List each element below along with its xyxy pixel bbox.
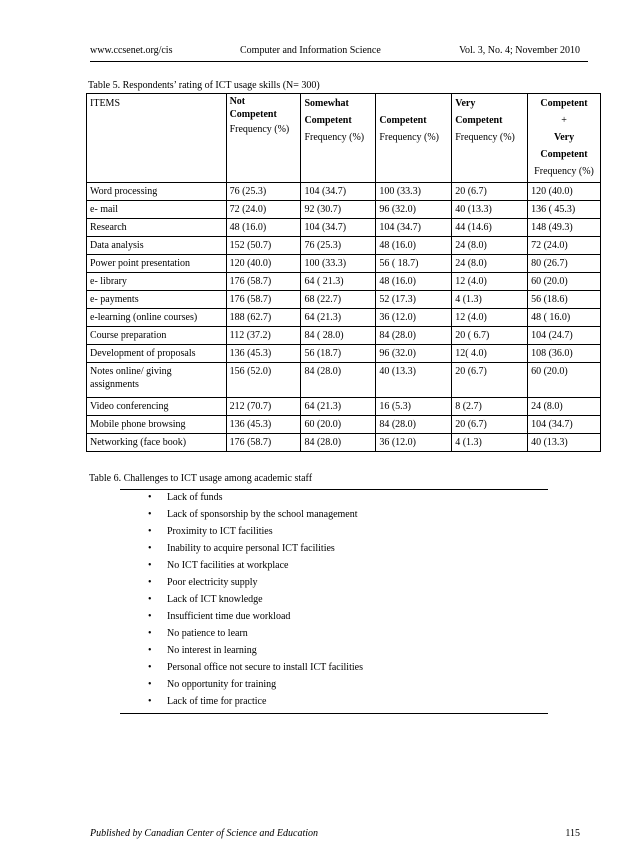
table5-header-row bbox=[87, 94, 601, 183]
row-frequency-cell: 92 (30.7) bbox=[301, 201, 376, 219]
row-frequency-cell: 76 (25.3) bbox=[301, 237, 376, 255]
bullet-icon: • bbox=[148, 645, 152, 656]
challenge-text: Lack of sponsorship by the school management bbox=[167, 509, 358, 520]
list-item bbox=[148, 489, 363, 506]
table-row bbox=[87, 255, 601, 273]
row-frequency-cell: 44 (14.6) bbox=[452, 219, 528, 237]
row-frequency-cell: 104 (24.7) bbox=[528, 327, 601, 345]
table-row bbox=[87, 309, 601, 327]
row-item-label: Notes online/ giving assignments bbox=[87, 363, 227, 398]
row-item-label: Development of proposals bbox=[87, 345, 227, 363]
list-item bbox=[148, 506, 363, 523]
table-row bbox=[87, 398, 601, 416]
row-frequency-cell: 84 (28.0) bbox=[301, 363, 376, 398]
header-items: ITEMS bbox=[87, 94, 227, 183]
row-frequency-cell: 48 (16.0) bbox=[376, 237, 452, 255]
row-frequency-cell: 84 ( 28.0) bbox=[301, 327, 376, 345]
row-frequency-cell: 40 (13.3) bbox=[376, 363, 452, 398]
row-frequency-cell: 20 (6.7) bbox=[452, 416, 528, 434]
row-frequency-cell: 84 (28.0) bbox=[376, 416, 452, 434]
row-frequency-cell: 8 (2.7) bbox=[452, 398, 528, 416]
table5-caption: Table 5. Respondents’ rating of ICT usage skills (N= 300) bbox=[88, 80, 320, 91]
table6-bottom-rule bbox=[120, 713, 548, 714]
row-frequency-cell: 60 (20.0) bbox=[528, 273, 601, 291]
challenge-text: No opportunity for training bbox=[167, 679, 277, 690]
list-item bbox=[148, 608, 363, 625]
row-frequency-cell: 56 (18.6) bbox=[528, 291, 601, 309]
row-item-label: Word processing bbox=[87, 183, 227, 201]
row-frequency-cell: 12( 4.0) bbox=[452, 345, 528, 363]
row-frequency-cell: 48 ( 16.0) bbox=[528, 309, 601, 327]
row-frequency-cell: 20 ( 6.7) bbox=[452, 327, 528, 345]
row-frequency-cell: 188 (62.7) bbox=[226, 309, 301, 327]
row-frequency-cell: 4 (1.3) bbox=[452, 434, 528, 452]
row-frequency-cell: 100 (33.3) bbox=[376, 183, 452, 201]
row-frequency-cell: 176 (58.7) bbox=[226, 273, 301, 291]
table5 bbox=[86, 93, 601, 452]
row-frequency-cell: 104 (34.7) bbox=[301, 183, 376, 201]
row-frequency-cell: 72 (24.0) bbox=[528, 237, 601, 255]
table-row bbox=[87, 345, 601, 363]
row-frequency-cell: 120 (40.0) bbox=[528, 183, 601, 201]
challenge-text: No ICT facilities at workplace bbox=[167, 560, 289, 571]
header-somewhat-competent: Somewhat Competent Frequency (%) bbox=[301, 94, 376, 183]
challenge-text: Proximity to ICT facilities bbox=[167, 526, 273, 537]
challenge-text: Poor electricity supply bbox=[167, 577, 258, 588]
list-item bbox=[148, 642, 363, 659]
challenge-text: Lack of time for practice bbox=[167, 696, 267, 707]
table-row bbox=[87, 327, 601, 345]
table-row bbox=[87, 201, 601, 219]
row-frequency-cell: 212 (70.7) bbox=[226, 398, 301, 416]
journal-website: www.ccsenet.org/cis bbox=[90, 45, 173, 56]
row-frequency-cell: 52 (17.3) bbox=[376, 291, 452, 309]
row-frequency-cell: 40 (13.3) bbox=[528, 434, 601, 452]
row-frequency-cell: 60 (20.0) bbox=[528, 363, 601, 398]
journal-name: Computer and Information Science bbox=[240, 45, 381, 56]
row-frequency-cell: 48 (16.0) bbox=[376, 273, 452, 291]
running-header bbox=[90, 45, 588, 62]
row-item-label: Course preparation bbox=[87, 327, 227, 345]
table-row bbox=[87, 183, 601, 201]
row-frequency-cell: 24 (8.0) bbox=[452, 237, 528, 255]
bullet-icon: • bbox=[148, 577, 152, 588]
header-not-competent: Not Competent Frequency (%) bbox=[226, 94, 301, 183]
row-frequency-cell: 104 (34.7) bbox=[301, 219, 376, 237]
row-frequency-cell: 24 (8.0) bbox=[528, 398, 601, 416]
table-row bbox=[87, 219, 601, 237]
list-item bbox=[148, 540, 363, 557]
bullet-icon: • bbox=[148, 492, 152, 503]
row-item-label: Networking (face book) bbox=[87, 434, 227, 452]
list-item bbox=[148, 625, 363, 642]
row-frequency-cell: 112 (37.2) bbox=[226, 327, 301, 345]
table-row bbox=[87, 291, 601, 309]
table-row bbox=[87, 273, 601, 291]
row-frequency-cell: 156 (52.0) bbox=[226, 363, 301, 398]
bullet-icon: • bbox=[148, 696, 152, 707]
header-competent: Competent Frequency (%) bbox=[376, 94, 452, 183]
row-frequency-cell: 120 (40.0) bbox=[226, 255, 301, 273]
challenge-text: Personal office not secure to install ICT facilities bbox=[167, 662, 363, 673]
row-frequency-cell: 104 (34.7) bbox=[376, 219, 452, 237]
challenges-list bbox=[148, 489, 363, 710]
row-frequency-cell: 136 (45.3) bbox=[226, 416, 301, 434]
challenge-text: Lack of ICT knowledge bbox=[167, 594, 263, 605]
challenge-text: No patience to learn bbox=[167, 628, 248, 639]
row-frequency-cell: 136 (45.3) bbox=[226, 345, 301, 363]
row-item-label: e- library bbox=[87, 273, 227, 291]
bullet-icon: • bbox=[148, 662, 152, 673]
row-item-label: Mobile phone browsing bbox=[87, 416, 227, 434]
list-item bbox=[148, 557, 363, 574]
row-frequency-cell: 60 (20.0) bbox=[301, 416, 376, 434]
row-frequency-cell: 20 (6.7) bbox=[452, 183, 528, 201]
row-frequency-cell: 20 (6.7) bbox=[452, 363, 528, 398]
row-frequency-cell: 84 (28.0) bbox=[376, 327, 452, 345]
challenge-text: Lack of funds bbox=[167, 492, 223, 503]
table-row bbox=[87, 434, 601, 452]
row-frequency-cell: 64 (21.3) bbox=[301, 309, 376, 327]
row-item-label: Research bbox=[87, 219, 227, 237]
row-frequency-cell: 36 (12.0) bbox=[376, 434, 452, 452]
list-item bbox=[148, 574, 363, 591]
list-item bbox=[148, 693, 363, 710]
row-frequency-cell: 64 (21.3) bbox=[301, 398, 376, 416]
row-item-label: e-learning (online courses) bbox=[87, 309, 227, 327]
bullet-icon: • bbox=[148, 526, 152, 537]
row-item-label: e- payments bbox=[87, 291, 227, 309]
row-frequency-cell: 12 (4.0) bbox=[452, 273, 528, 291]
journal-issue: Vol. 3, No. 4; November 2010 bbox=[459, 45, 580, 56]
bullet-icon: • bbox=[148, 560, 152, 571]
page-number: 115 bbox=[565, 828, 580, 839]
row-item-label: Data analysis bbox=[87, 237, 227, 255]
row-frequency-cell: 40 (13.3) bbox=[452, 201, 528, 219]
row-frequency-cell: 96 (32.0) bbox=[376, 345, 452, 363]
row-frequency-cell: 4 (1.3) bbox=[452, 291, 528, 309]
row-frequency-cell: 80 (26.7) bbox=[528, 255, 601, 273]
row-item-label: Video conferencing bbox=[87, 398, 227, 416]
list-item bbox=[148, 659, 363, 676]
row-frequency-cell: 176 (58.7) bbox=[226, 291, 301, 309]
bullet-icon: • bbox=[148, 543, 152, 554]
bullet-icon: • bbox=[148, 611, 152, 622]
row-frequency-cell: 56 (18.7) bbox=[301, 345, 376, 363]
row-frequency-cell: 96 (32.0) bbox=[376, 201, 452, 219]
row-frequency-cell: 24 (8.0) bbox=[452, 255, 528, 273]
challenge-text: No interest in learning bbox=[167, 645, 257, 656]
row-frequency-cell: 36 (12.0) bbox=[376, 309, 452, 327]
row-frequency-cell: 76 (25.3) bbox=[226, 183, 301, 201]
row-frequency-cell: 108 (36.0) bbox=[528, 345, 601, 363]
table-row bbox=[87, 363, 601, 398]
row-frequency-cell: 72 (24.0) bbox=[226, 201, 301, 219]
row-frequency-cell: 16 (5.3) bbox=[376, 398, 452, 416]
row-frequency-cell: 148 (49.3) bbox=[528, 219, 601, 237]
row-frequency-cell: 104 (34.7) bbox=[528, 416, 601, 434]
bullet-icon: • bbox=[148, 628, 152, 639]
bullet-icon: • bbox=[148, 594, 152, 605]
header-competent-plus-very: Competent + Very Competent Frequency (%) bbox=[528, 94, 601, 183]
list-item bbox=[148, 591, 363, 608]
row-item-label: Power point presentation bbox=[87, 255, 227, 273]
header-very-competent: Very Competent Frequency (%) bbox=[452, 94, 528, 183]
table-row bbox=[87, 237, 601, 255]
row-frequency-cell: 12 (4.0) bbox=[452, 309, 528, 327]
challenge-text: Insufficient time due workload bbox=[167, 611, 291, 622]
row-item-label: e- mail bbox=[87, 201, 227, 219]
row-frequency-cell: 136 ( 45.3) bbox=[528, 201, 601, 219]
publisher-credit: Published by Canadian Center of Science and Education bbox=[90, 828, 319, 839]
list-item bbox=[148, 676, 363, 693]
challenge-text: Inability to acquire personal ICT facilities bbox=[167, 543, 335, 554]
row-frequency-cell: 152 (50.7) bbox=[226, 237, 301, 255]
table6-caption: Table 6. Challenges to ICT usage among academic staff bbox=[89, 473, 313, 484]
list-item bbox=[148, 523, 363, 540]
row-frequency-cell: 56 ( 18.7) bbox=[376, 255, 452, 273]
row-frequency-cell: 84 (28.0) bbox=[301, 434, 376, 452]
row-frequency-cell: 68 (22.7) bbox=[301, 291, 376, 309]
bullet-icon: • bbox=[148, 679, 152, 690]
row-frequency-cell: 100 (33.3) bbox=[301, 255, 376, 273]
row-frequency-cell: 176 (58.7) bbox=[226, 434, 301, 452]
row-frequency-cell: 64 ( 21.3) bbox=[301, 273, 376, 291]
row-frequency-cell: 48 (16.0) bbox=[226, 219, 301, 237]
table-row bbox=[87, 416, 601, 434]
bullet-icon: • bbox=[148, 509, 152, 520]
